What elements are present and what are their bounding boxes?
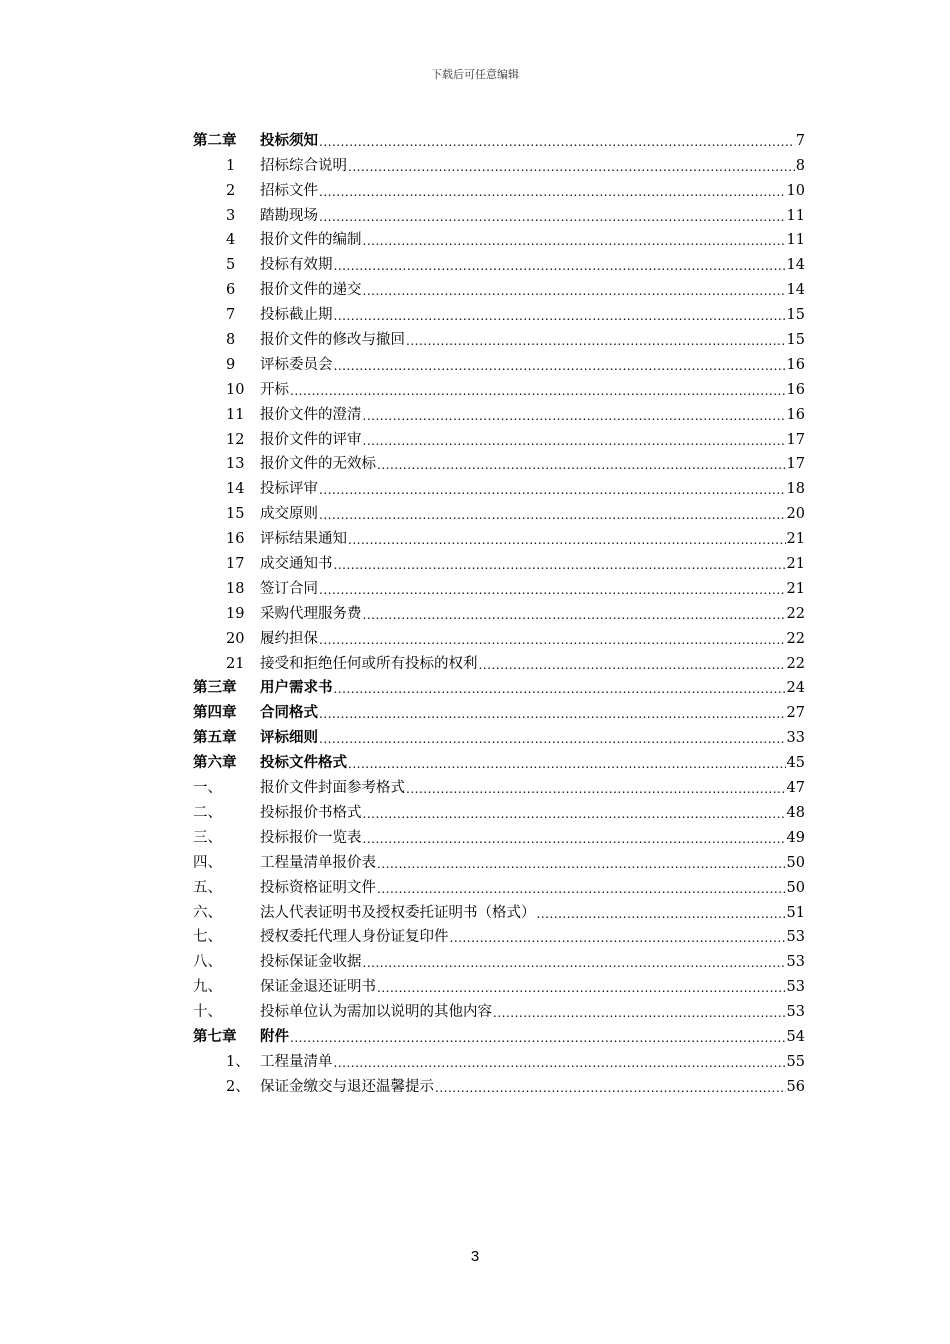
toc-entry[interactable] (193, 299, 805, 324)
toc-entry-title: 评标委员会 (260, 356, 333, 373)
toc-entry-title: 投标文件格式 (260, 754, 347, 772)
toc-dot-leader (377, 455, 786, 473)
toc-entry-page: 53 (786, 979, 805, 996)
toc-entry[interactable] (193, 996, 805, 1021)
toc-entry-number: 16 (226, 531, 245, 548)
toc-entry-title: 成交通知书 (260, 556, 333, 573)
toc-entry-number: 18 (226, 580, 245, 597)
toc-entry-title: 附件 (260, 1027, 289, 1045)
toc-entry-title: 签订合同 (260, 580, 318, 597)
toc-entry[interactable] (193, 573, 805, 598)
toc-entry-title: 采购代理服务费 (260, 605, 362, 622)
toc-dot-leader (435, 1078, 786, 1096)
toc-dot-leader (334, 679, 786, 697)
toc-entry-number: 第二章 (193, 131, 237, 149)
toc-entry[interactable] (193, 473, 805, 498)
toc-entry-page: 16 (786, 381, 805, 398)
toc-entry[interactable] (193, 822, 805, 847)
toc-entry-number: 1、 (226, 1053, 250, 1070)
toc-entry-number: 2 (226, 182, 236, 199)
toc-entry[interactable] (193, 847, 805, 872)
toc-entry[interactable] (193, 399, 805, 424)
toc-entry-number: 九、 (193, 979, 222, 996)
toc-entry-title: 投标有效期 (260, 257, 333, 274)
toc-entry-title: 投标保证金收据 (260, 954, 362, 971)
toc-dot-leader (363, 605, 786, 623)
toc-entry-title: 投标资格证明文件 (260, 879, 376, 896)
toc-dot-leader (319, 480, 786, 498)
toc-entry-number: 二、 (193, 804, 222, 821)
toc-entry[interactable] (193, 872, 805, 897)
toc-dot-leader (319, 132, 795, 150)
toc-entry[interactable] (193, 1021, 805, 1046)
toc-dot-leader (334, 1053, 786, 1071)
toc-entry-number: 5 (226, 257, 236, 274)
toc-entry[interactable] (193, 946, 805, 971)
toc-dot-leader (363, 281, 786, 299)
toc-dot-leader (537, 904, 786, 922)
toc-dot-leader (363, 231, 786, 249)
toc-entry-number: 三、 (193, 829, 222, 846)
toc-entry-page: 22 (786, 630, 805, 647)
toc-entry[interactable] (193, 125, 805, 150)
toc-entry[interactable] (193, 722, 805, 747)
table-of-contents (193, 125, 805, 1096)
toc-entry-title: 履约担保 (260, 630, 318, 647)
toc-dot-leader (319, 505, 786, 523)
toc-entry-number: 四、 (193, 854, 222, 871)
toc-entry-page: 14 (786, 282, 805, 299)
toc-entry-number: 12 (226, 431, 245, 448)
toc-entry-title: 合同格式 (260, 704, 318, 722)
toc-entry-title: 授权委托代理人身份证复印件 (260, 929, 449, 946)
toc-entry-page: 50 (786, 854, 805, 871)
toc-entry-page: 15 (786, 332, 805, 349)
toc-entry[interactable] (193, 324, 805, 349)
toc-dot-leader (406, 779, 786, 797)
toc-entry-number: 2、 (226, 1078, 250, 1095)
toc-dot-leader (377, 879, 786, 897)
toc-entry-title: 投标评审 (260, 481, 318, 498)
toc-entry-number: 1 (226, 157, 236, 174)
toc-entry-title: 工程量清单报价表 (260, 854, 376, 871)
toc-entry-title: 踏勘现场 (260, 207, 318, 224)
toc-entry-page: 17 (786, 456, 805, 473)
toc-entry[interactable] (193, 175, 805, 200)
toc-entry-page: 20 (786, 506, 805, 523)
page-number: 3 (470, 1248, 480, 1265)
toc-entry-page: 21 (786, 556, 805, 573)
toc-dot-leader (450, 928, 786, 946)
toc-entry-page: 17 (786, 431, 805, 448)
toc-entry-number: 第五章 (193, 729, 237, 747)
toc-entry-number: 3 (226, 207, 236, 224)
toc-entry-title: 投标截止期 (260, 307, 333, 324)
toc-entry-title: 招标综合说明 (260, 157, 347, 174)
toc-entry-title: 报价文件的修改与撤回 (260, 332, 405, 349)
toc-dot-leader (363, 804, 786, 822)
toc-entry-page: 22 (786, 655, 805, 672)
toc-entry[interactable] (193, 274, 805, 299)
toc-entry-page: 16 (786, 406, 805, 423)
toc-entry-title: 工程量清单 (260, 1053, 333, 1070)
toc-entry-number: 7 (226, 307, 236, 324)
toc-entry-title: 法人代表证明书及授权委托证明书（格式） (260, 904, 536, 921)
toc-dot-leader (363, 406, 786, 424)
toc-entry-title: 招标文件 (260, 182, 318, 199)
toc-entry-title: 开标 (260, 381, 289, 398)
toc-dot-leader (290, 1028, 786, 1046)
toc-entry-number: 10 (226, 381, 245, 398)
toc-entry-title: 投标报价一览表 (260, 829, 362, 846)
toc-entry-page: 21 (786, 580, 805, 597)
toc-entry-page: 49 (786, 829, 805, 846)
toc-dot-leader (377, 978, 786, 996)
toc-entry-page: 7 (795, 132, 805, 149)
toc-entry-page: 55 (786, 1053, 805, 1070)
toc-entry-page: 50 (786, 879, 805, 896)
toc-dot-leader (363, 953, 786, 971)
toc-entry-number: 15 (226, 506, 245, 523)
toc-entry-title: 报价文件的编制 (260, 232, 362, 249)
toc-entry-number: 五、 (193, 879, 222, 896)
toc-entry-title: 报价文件的评审 (260, 431, 362, 448)
toc-entry-title: 接受和拒绝任何或所有投标的权利 (260, 655, 478, 672)
toc-entry[interactable] (193, 1071, 805, 1096)
toc-dot-leader (319, 729, 786, 747)
toc-entry-page: 48 (786, 804, 805, 821)
toc-dot-leader (319, 580, 786, 598)
toc-entry-number: 19 (226, 605, 245, 622)
toc-entry[interactable] (193, 1046, 805, 1071)
toc-entry-page: 11 (786, 207, 805, 224)
toc-dot-leader (334, 306, 786, 324)
toc-entry[interactable] (193, 598, 805, 623)
header-note: 下载后可任意编辑 (431, 68, 519, 81)
toc-entry-page: 27 (786, 705, 805, 722)
toc-entry-number: 第七章 (193, 1027, 237, 1045)
toc-entry[interactable] (193, 797, 805, 822)
toc-entry[interactable] (193, 648, 805, 673)
toc-entry[interactable] (193, 349, 805, 374)
toc-dot-leader (334, 256, 786, 274)
toc-dot-leader (377, 854, 786, 872)
toc-entry[interactable] (193, 225, 805, 250)
toc-entry-title: 用户需求书 (260, 679, 333, 697)
toc-entry-title: 投标须知 (260, 131, 318, 149)
toc-entry-title: 报价文件的递交 (260, 282, 362, 299)
toc-entry-page: 11 (786, 232, 805, 249)
toc-entry-title: 报价文件的澄清 (260, 406, 362, 423)
toc-entry-number: 第三章 (193, 679, 237, 697)
toc-entry-title: 保证金退还证明书 (260, 979, 376, 996)
toc-entry-page: 14 (786, 257, 805, 274)
toc-entry-page: 45 (786, 755, 805, 772)
toc-dot-leader (290, 381, 786, 399)
toc-entry-page: 51 (786, 904, 805, 921)
toc-entry-number: 21 (226, 655, 245, 672)
toc-entry[interactable] (193, 498, 805, 523)
toc-entry-page: 47 (786, 780, 805, 797)
toc-entry-number: 第六章 (193, 754, 237, 772)
toc-entry[interactable] (193, 374, 805, 399)
toc-dot-leader (348, 157, 795, 175)
toc-entry[interactable] (193, 523, 805, 548)
toc-entry-page: 21 (786, 531, 805, 548)
toc-dot-leader (334, 356, 786, 374)
toc-entry[interactable] (193, 200, 805, 225)
toc-dot-leader (348, 754, 786, 772)
toc-entry[interactable] (193, 623, 805, 648)
toc-entry-page: 53 (786, 929, 805, 946)
toc-dot-leader (319, 704, 786, 722)
toc-entry-page: 56 (786, 1078, 805, 1095)
toc-entry-title: 报价文件封面参考格式 (260, 780, 405, 797)
toc-entry-title: 投标报价书格式 (260, 804, 362, 821)
toc-entry-page: 15 (786, 307, 805, 324)
toc-entry-number: 4 (226, 232, 236, 249)
toc-entry-number: 20 (226, 630, 245, 647)
toc-entry-number: 9 (226, 356, 236, 373)
toc-entry-number: 一、 (193, 780, 222, 797)
toc-entry-title: 评标细则 (260, 729, 318, 747)
toc-entry-page: 33 (786, 730, 805, 747)
toc-dot-leader (334, 555, 786, 573)
toc-entry[interactable] (193, 922, 805, 947)
toc-dot-leader (348, 530, 786, 548)
toc-entry[interactable] (193, 772, 805, 797)
toc-entry[interactable] (193, 673, 805, 698)
toc-dot-leader (479, 655, 786, 673)
toc-entry[interactable] (193, 897, 805, 922)
toc-entry-number: 6 (226, 282, 236, 299)
toc-entry-number: 11 (226, 406, 245, 423)
toc-entry-page: 53 (786, 1004, 805, 1021)
toc-entry[interactable] (193, 249, 805, 274)
toc-entry-number: 八、 (193, 954, 222, 971)
toc-entry-number: 17 (226, 556, 245, 573)
toc-entry-title: 保证金缴交与退还温馨提示 (260, 1078, 434, 1095)
toc-entry-number: 第四章 (193, 704, 237, 722)
toc-entry[interactable] (193, 424, 805, 449)
toc-entry-page: 8 (795, 157, 805, 174)
toc-entry-number: 14 (226, 481, 245, 498)
toc-entry-number: 六、 (193, 904, 222, 921)
toc-entry-number: 13 (226, 456, 245, 473)
toc-dot-leader (319, 182, 786, 200)
toc-dot-leader (493, 1003, 786, 1021)
toc-entry[interactable] (193, 150, 805, 175)
toc-entry-page: 10 (786, 182, 805, 199)
toc-dot-leader (363, 829, 786, 847)
toc-entry-title: 报价文件的无效标 (260, 456, 376, 473)
toc-entry-title: 投标单位认为需加以说明的其他内容 (260, 1004, 492, 1021)
toc-entry[interactable] (193, 697, 805, 722)
toc-dot-leader (319, 207, 786, 225)
toc-entry-number: 七、 (193, 929, 222, 946)
toc-entry-title: 评标结果通知 (260, 531, 347, 548)
toc-entry[interactable] (193, 747, 805, 772)
toc-entry-page: 16 (786, 356, 805, 373)
toc-entry[interactable] (193, 449, 805, 474)
toc-entry-title: 成交原则 (260, 506, 318, 523)
toc-entry-page: 22 (786, 605, 805, 622)
toc-entry-page: 53 (786, 954, 805, 971)
toc-dot-leader (406, 331, 786, 349)
toc-entry[interactable] (193, 548, 805, 573)
toc-dot-leader (363, 431, 786, 449)
toc-entry[interactable] (193, 971, 805, 996)
toc-entry-page: 18 (786, 481, 805, 498)
toc-entry-number: 8 (226, 332, 236, 349)
toc-entry-page: 24 (786, 680, 805, 697)
toc-dot-leader (319, 630, 786, 648)
toc-entry-number: 十、 (193, 1004, 222, 1021)
toc-entry-page: 54 (786, 1028, 805, 1045)
